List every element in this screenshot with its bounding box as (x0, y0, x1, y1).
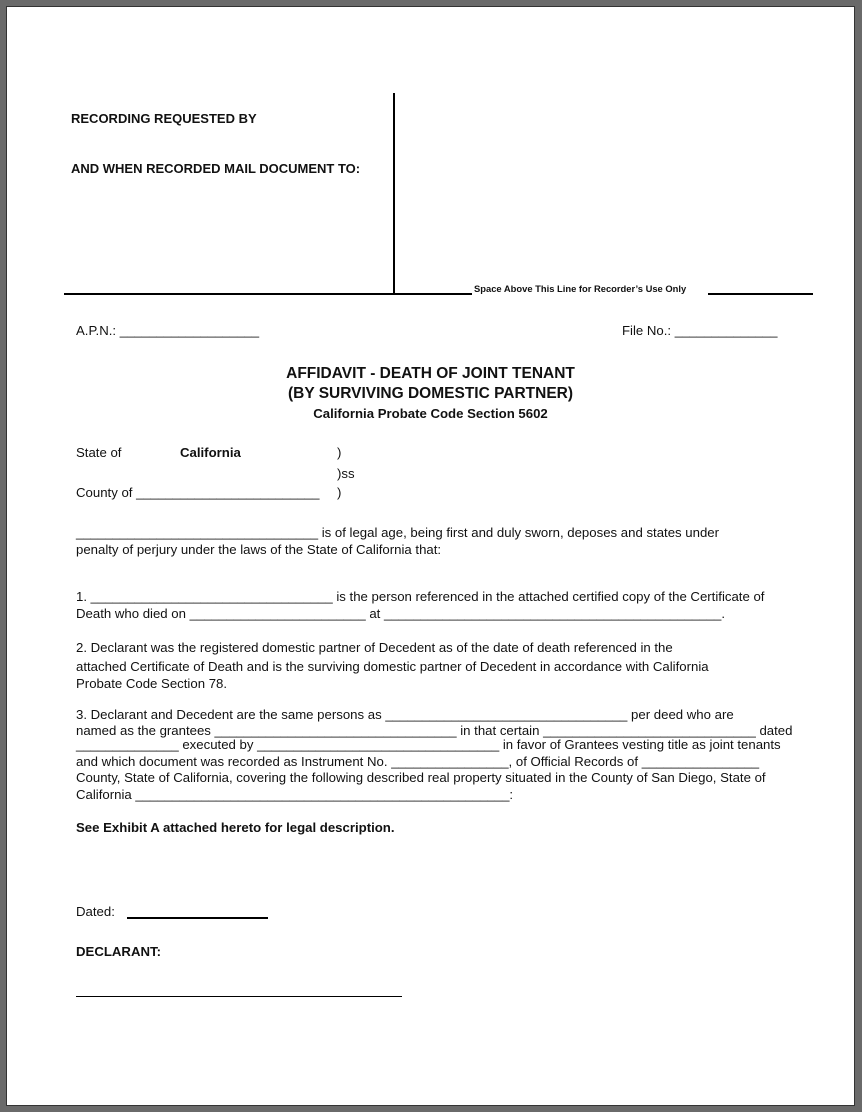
venue-ss: )ss (337, 466, 355, 481)
dated-label: Dated: (76, 904, 115, 919)
recording-requested-by: RECORDING REQUESTED BY (71, 111, 257, 126)
dated-signature-line[interactable] (127, 917, 268, 919)
document-subtitle: (BY SURVIVING DOMESTIC PARTNER) (287, 385, 574, 402)
para3-line-5: County, State of California, covering the following described real property situated in the County of San Diego, State of (76, 770, 766, 785)
declarant-signature-line[interactable] (76, 996, 402, 997)
probate-code-reference: California Probate Code Section 5602 (313, 406, 548, 421)
para2-line-2: attached Certificate of Death and is the surviving domestic partner of Decedent in accordance with California (76, 659, 709, 674)
state-value: California (180, 445, 241, 460)
intro-line-2: penalty of perjury under the laws of the State of California that: (76, 542, 442, 557)
intro-line-1: _________________________________ is of legal age, being first and duly sworn, deposes and states under (76, 525, 720, 540)
declarant-label: DECLARANT: (76, 944, 161, 959)
para3-line-4: and which document was recorded as Instrument No. ________________, of Official Records of ________________ (76, 754, 760, 769)
county-field[interactable]: County of _________________________ (76, 485, 320, 500)
exhibit-note: See Exhibit A attached hereto for legal description. (76, 820, 395, 835)
file-no-field[interactable]: File No.: ______________ (622, 323, 778, 338)
recorder-line-right (708, 293, 813, 295)
recorder-line-left (64, 293, 472, 295)
venue-paren-top: ) (337, 445, 342, 460)
header-vertical-divider (393, 93, 395, 295)
para3-line-3: ______________ executed by _________________________________ in favor of Grantees vesting title as joint tenants (76, 737, 781, 752)
mail-document-to: AND WHEN RECORDED MAIL DOCUMENT TO: (71, 161, 361, 176)
para3-line-2: named as the grantees _________________________________ in that certain _____________________________ dated (76, 723, 793, 738)
para3-line-6: California ___________________________________________________: (76, 787, 514, 802)
recorder-use-note: Space Above This Line for Recorder’s Use Only (474, 283, 687, 294)
venue-paren-bottom: ) (337, 485, 342, 500)
document-page (6, 6, 855, 1106)
state-label: State of (76, 445, 122, 460)
apn-field[interactable]: A.P.N.: ___________________ (76, 323, 260, 338)
para1-line-1: 1. _________________________________ is the person referenced in the attached certified copy of the Certificate of (76, 589, 765, 604)
para3-line-1: 3. Declarant and Decedent are the same persons as _________________________________ per deed who are (76, 707, 734, 722)
para2-line-1: 2. Declarant was the registered domestic partner of Decedent as of the date of death referenced in the (76, 640, 673, 655)
para2-line-3: Probate Code Section 78. (76, 676, 228, 691)
document-title: AFFIDAVIT - DEATH OF JOINT TENANT (286, 365, 575, 382)
para1-line-2: Death who died on ________________________ at ______________________________________________. (76, 606, 726, 621)
